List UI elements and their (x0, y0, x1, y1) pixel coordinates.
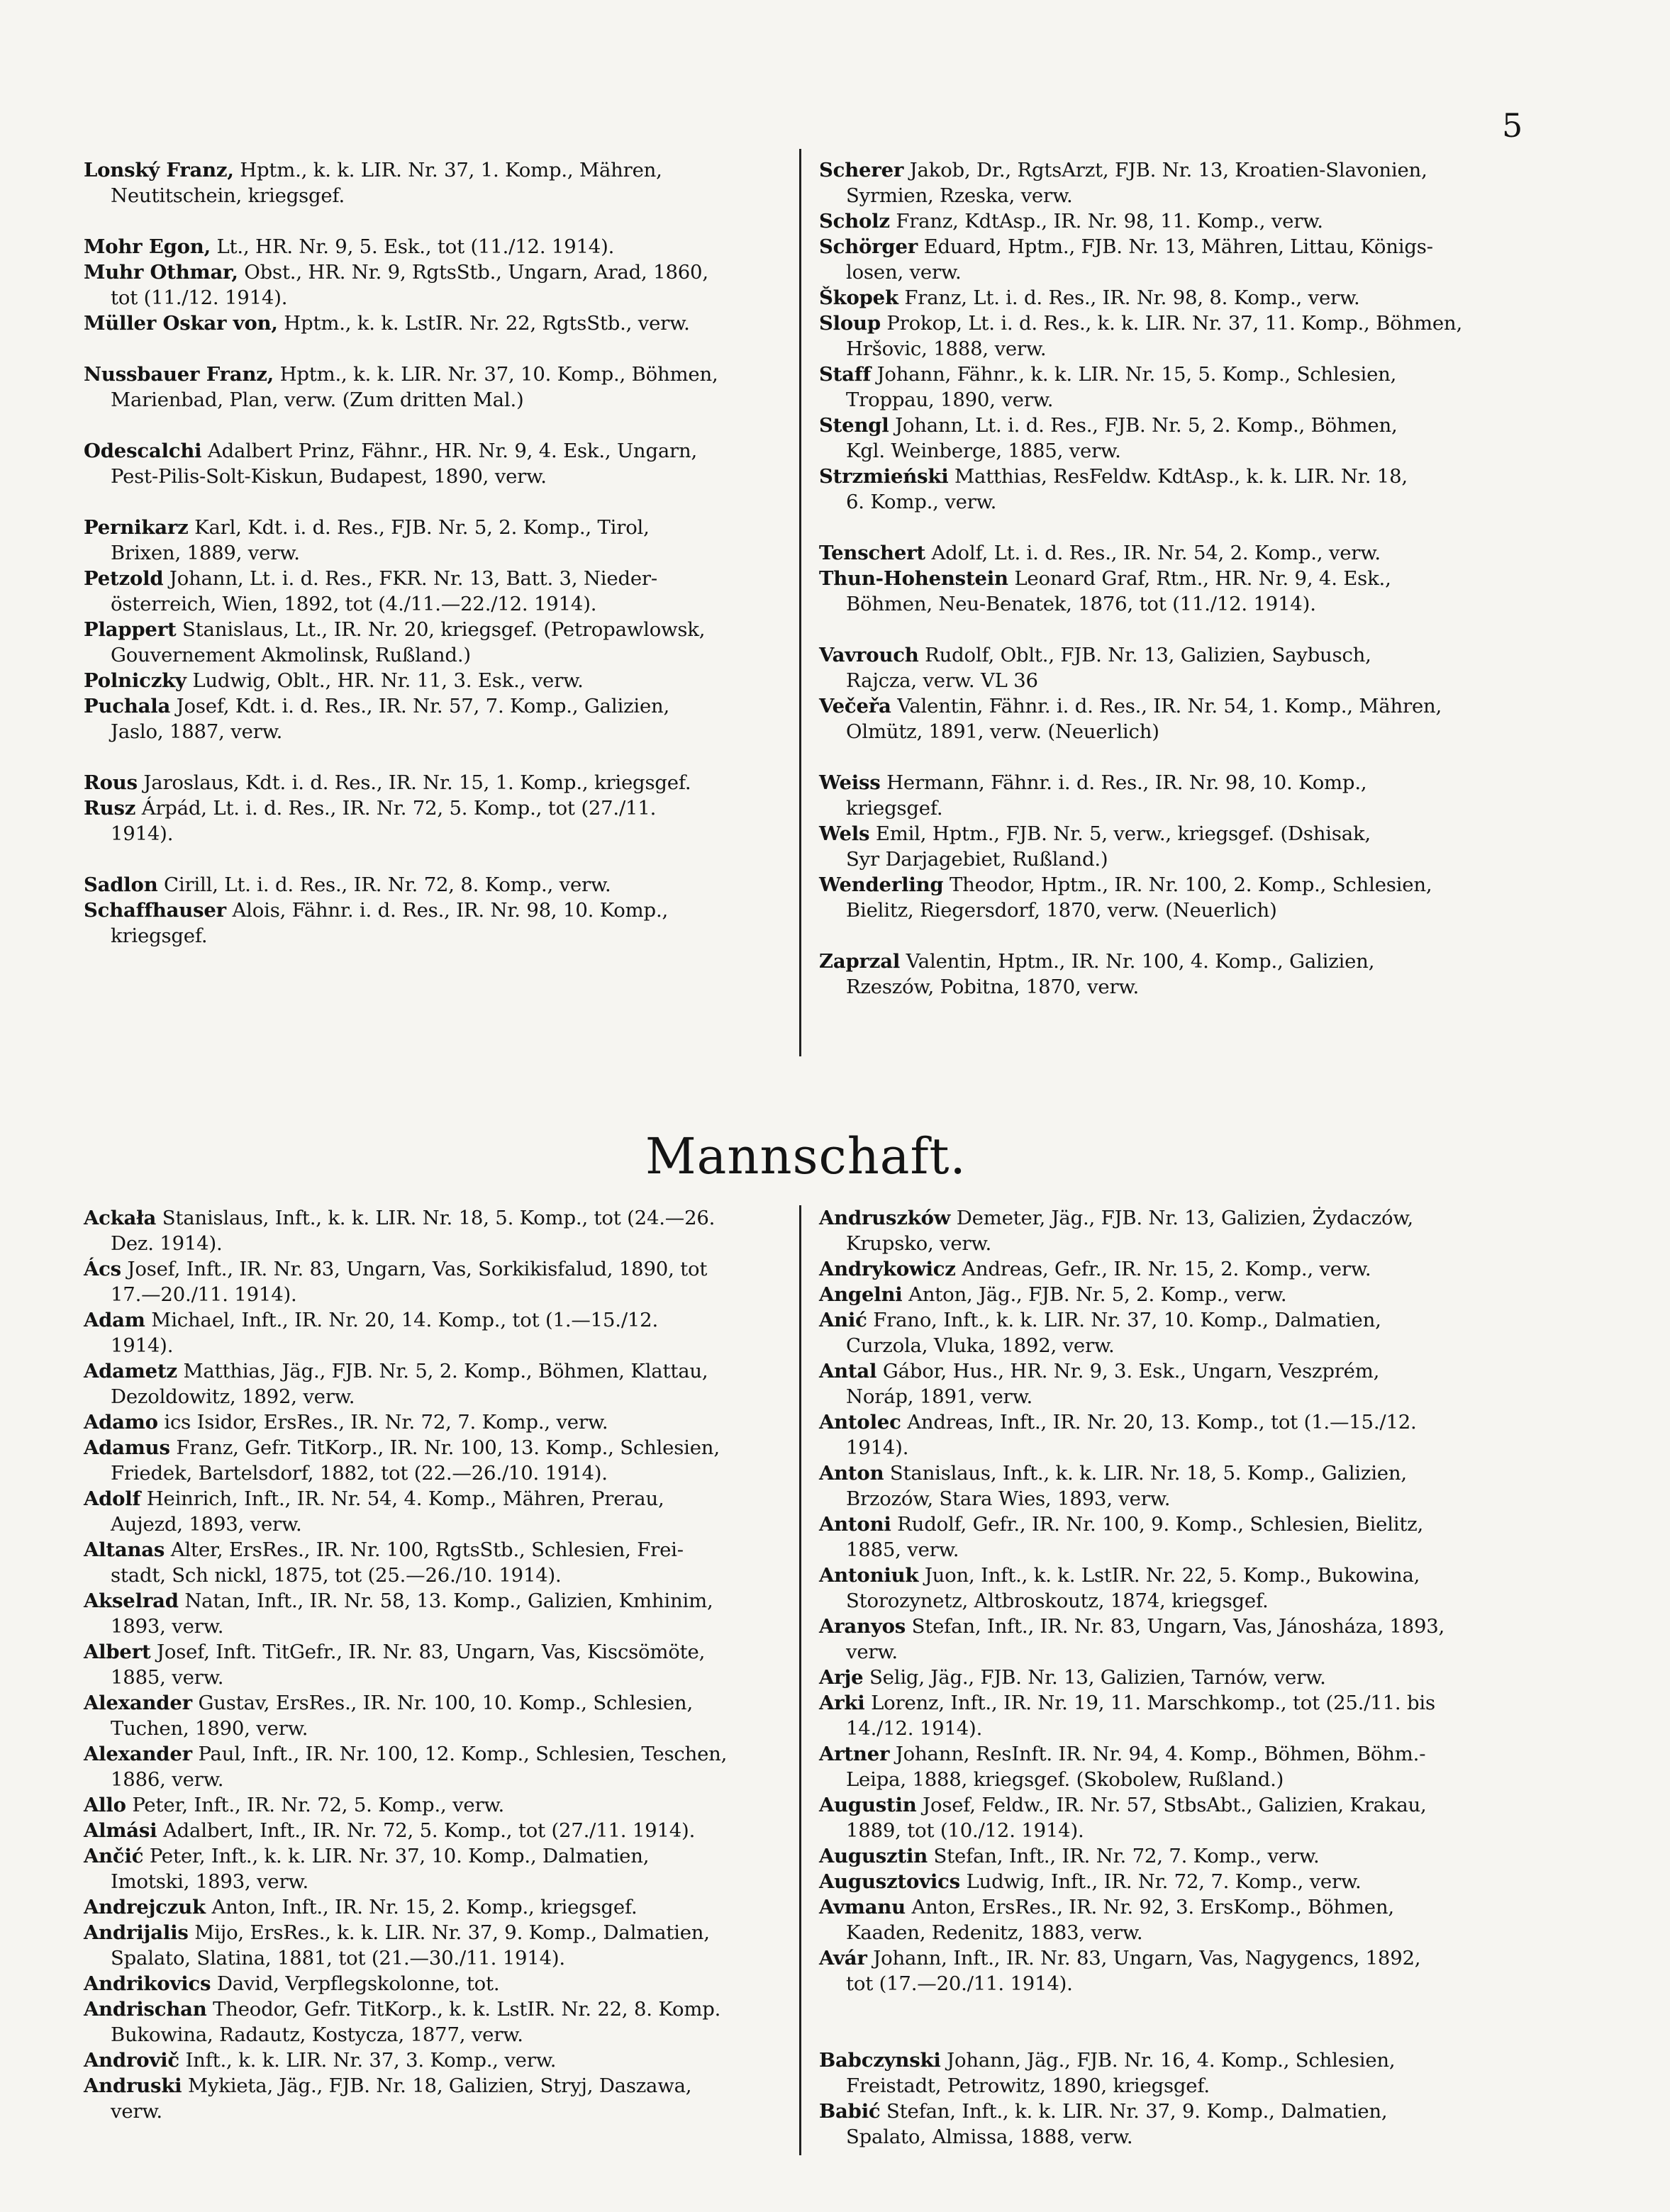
entry-surname: Augustin (819, 1794, 917, 1816)
entry-details: Hptm., k. k. LIR. Nr. 37, 1. Komp., Mähren, (240, 159, 662, 181)
list-entry (819, 2099, 1528, 2150)
entry-continuation: Kgl. Weinberge, 1885, verw. (846, 440, 1121, 462)
entry-continuation: Dez. 1914). (111, 1232, 223, 1255)
entry-details: Jaroslaus, Kdt. i. d. Res., IR. Nr. 15, 1. Komp., kriegsgef. (143, 771, 691, 794)
entry-details: Michael, Inft., IR. Nr. 20, 14. Komp., tot (1.—15./12. (151, 1309, 659, 1331)
entry-details: Rudolf, Oblt., FJB. Nr. 13, Galizien, Saybusch, (925, 644, 1371, 666)
entry-details: Juon, Inft., k. k. LstIR. Nr. 22, 5. Komp., Bukowina, (924, 1564, 1420, 1587)
entry-details: Matthias, ResFeldw. KdtAsp., k. k. LIR. Nr. 18, (954, 465, 1408, 488)
list-entry (819, 642, 1528, 693)
list-entry (819, 1894, 1528, 1945)
entry-surname: Augusztin (819, 1845, 928, 1867)
entry-continuation: 14./12. 1914). (846, 1717, 983, 1740)
entry-surname: Polniczky (84, 669, 187, 692)
entry-continuation: tot (11./12. 1914). (111, 286, 288, 309)
entry-details: Hptm., k. k. LstIR. Nr. 22, RgtsStb., verw. (284, 312, 690, 335)
entry-surname: Sloup (819, 312, 881, 335)
list-entry (819, 540, 1528, 566)
list-entry (84, 1537, 793, 1588)
entry-spacer (84, 847, 793, 872)
entry-surname: Androvič (84, 2049, 179, 2072)
entry-surname: Avár (819, 1947, 867, 1970)
entry-surname: Ács (84, 1258, 121, 1280)
list-entry (819, 234, 1528, 285)
entry-surname: Andrikovics (84, 1972, 211, 1995)
entry-continuation: 1886, verw. (111, 1768, 224, 1791)
entry-surname: Rusz (84, 797, 136, 820)
entry-details: Peter, Inft., k. k. LIR. Nr. 37, 10. Komp., Dalmatien, (149, 1845, 650, 1867)
entry-details: Valentin, Hptm., IR. Nr. 100, 4. Komp., Galizien, (906, 950, 1375, 973)
list-entry (819, 1409, 1528, 1460)
entry-surname: Andrischan (84, 1998, 207, 2021)
entry-surname: Arki (819, 1692, 865, 1714)
entry-continuation: 1889, tot (10./12. 1914). (846, 1819, 1084, 1842)
list-entry (819, 1512, 1528, 1563)
entry-surname: Akselrad (84, 1590, 179, 1612)
entry-surname: Zaprzal (819, 950, 901, 973)
list-entry (819, 311, 1528, 362)
list-entry (84, 515, 793, 566)
entry-spacer (84, 336, 793, 362)
entry-continuation: losen, verw. (846, 261, 962, 284)
entry-details: Lt., HR. Nr. 9, 5. Esk., tot (11./12. 1914). (216, 235, 615, 258)
entry-details: Gustav, ErsRes., IR. Nr. 100, 10. Komp., Schlesien, (198, 1692, 693, 1714)
list-entry (819, 949, 1528, 1000)
entry-continuation: Freistadt, Petrowitz, 1890, kriegsgef. (846, 2074, 1210, 2097)
entry-continuation: Dezoldowitz, 1892, verw. (111, 1385, 355, 1408)
entry-surname: Ackała (84, 1207, 157, 1229)
entry-surname: Petzold (84, 567, 164, 590)
entry-continuation: 1914). (846, 1436, 909, 1459)
entry-surname: Babczynski (819, 2049, 941, 2072)
entry-surname: Tenschert (819, 542, 925, 564)
entry-details: Mykieta, Jäg., FJB. Nr. 18, Galizien, Stryj, Daszawa, (187, 2074, 692, 2097)
list-entry (819, 1945, 1528, 1996)
list-entry (819, 770, 1528, 821)
men-left-column (84, 1205, 793, 2124)
entry-continuation: Pest-Pilis-Solt-Kiskun, Budapest, 1890, verw. (111, 465, 547, 488)
entry-details: Anton, ErsRes., IR. Nr. 92, 3. ErsKomp., Böhmen, (911, 1896, 1394, 1918)
entry-surname: Antoni (819, 1513, 891, 1536)
list-entry (819, 1614, 1528, 1665)
entry-continuation: tot (17.—20./11. 1914). (846, 1972, 1073, 1995)
entry-surname: Staff (819, 363, 872, 386)
entry-continuation: Imotski, 1893, verw. (111, 1870, 309, 1893)
list-entry (84, 1409, 793, 1435)
entry-continuation: Bukowina, Radautz, Kostycza, 1877, verw. (111, 2023, 523, 2046)
entry-continuation: Spalato, Slatina, 1881, tot (21.—30./11. 1914). (111, 1947, 565, 1970)
column-divider-top (799, 149, 801, 1056)
entry-surname: Scholz (819, 210, 890, 233)
entry-details: Gábor, Hus., HR. Nr. 9, 3. Esk., Ungarn, Veszprém, (882, 1360, 1380, 1382)
entry-details: Natan, Inft., IR. Nr. 58, 13. Komp., Galizien, Kmhinim, (184, 1590, 713, 1612)
entry-surname: Mohr Egon, (84, 235, 211, 258)
entry-surname: Alexander (84, 1692, 192, 1714)
list-entry (84, 1435, 793, 1486)
list-entry (819, 821, 1528, 872)
entry-details: Matthias, Jäg., FJB. Nr. 5, 2. Komp., Böhmen, Klattau, (183, 1360, 708, 1382)
entry-details: Johann, Lt. i. d. Res., FJB. Nr. 5, 2. Komp., Böhmen, (895, 414, 1398, 437)
entry-details: Franz, Lt. i. d. Res., IR. Nr. 98, 8. Komp., verw. (904, 286, 1360, 309)
entry-details: Stanislaus, Lt., IR. Nr. 20, kriegsgef. (Petropawlowsk, (182, 618, 706, 641)
entry-continuation: Jaslo, 1887, verw. (111, 720, 283, 743)
entry-surname: Lonský Franz, (84, 159, 234, 181)
entry-details: Stefan, Inft., IR. Nr. 83, Ungarn, Vas, Jánosháza, 1893, (911, 1615, 1445, 1638)
list-entry (819, 872, 1528, 923)
list-entry (84, 898, 793, 949)
entry-details: Jakob, Dr., RgtsArzt, FJB. Nr. 13, Kroatien-Slavonien, (909, 159, 1427, 181)
entry-surname: Andrijalis (84, 1921, 189, 1944)
entry-continuation: Neutitschein, kriegsgef. (111, 184, 345, 207)
list-entry (84, 668, 793, 693)
entry-continuation: Kaaden, Redenitz, 1883, verw. (846, 1921, 1143, 1944)
entry-surname: Antolec (819, 1411, 901, 1434)
entry-details: Johann, Fähnr., k. k. LIR. Nr. 15, 5. Komp., Schlesien, (876, 363, 1397, 386)
entry-surname: Wenderling (819, 873, 944, 896)
list-entry (84, 1307, 793, 1358)
entry-surname: Babić (819, 2100, 881, 2123)
entry-surname: Antal (819, 1360, 877, 1382)
list-entry (84, 438, 793, 489)
entry-details: Valentin, Fähnr. i. d. Res., IR. Nr. 54, 1. Komp., Mähren, (897, 695, 1442, 717)
entry-details: Inft., k. k. LIR. Nr. 37, 3. Komp., verw. (185, 2049, 557, 2072)
entry-details: Selig, Jäg., FJB. Nr. 13, Galizien, Tarnów, verw. (869, 1666, 1326, 1689)
entry-details: Hermann, Fähnr. i. d. Res., IR. Nr. 98, 10. Komp., (886, 771, 1367, 794)
entry-surname: Arje (819, 1666, 864, 1689)
entry-surname: Avmanu (819, 1896, 906, 1918)
entry-continuation: österreich, Wien, 1892, tot (4./11.—22./12. 1914). (111, 593, 597, 615)
entry-surname: Vavrouch (819, 644, 919, 666)
entry-details: Eduard, Hptm., FJB. Nr. 13, Mähren, Littau, Königs- (923, 235, 1433, 258)
entry-spacer (84, 489, 793, 515)
list-entry (84, 1358, 793, 1409)
list-entry (84, 1996, 793, 2048)
entry-surname: Artner (819, 1743, 890, 1765)
list-entry (819, 1741, 1528, 1792)
entry-details: Demeter, Jäg., FJB. Nr. 13, Galizien, Żydaczów, (956, 1207, 1413, 1229)
entry-continuation: 1885, verw. (846, 1538, 959, 1561)
entry-surname: Schörger (819, 235, 918, 258)
entry-details: Prokop, Lt. i. d. Res., k. k. LIR. Nr. 37, 11. Komp., Böhmen, (886, 312, 1462, 335)
list-entry (819, 693, 1528, 744)
list-entry (84, 770, 793, 795)
list-entry (819, 1460, 1528, 1512)
entry-details: Leonard Graf, Rtm., HR. Nr. 9, 4. Esk., (1014, 567, 1391, 590)
list-entry (84, 2048, 793, 2073)
list-entry (84, 1486, 793, 1537)
entry-details: Anton, Jäg., FJB. Nr. 5, 2. Komp., verw. (908, 1283, 1287, 1306)
entry-surname: Adamus (84, 1436, 170, 1459)
entry-details: Josef, Kdt. i. d. Res., IR. Nr. 57, 7. Komp., Galizien, (176, 695, 670, 717)
entry-details: Johann, Jäg., FJB. Nr. 16, 4. Komp., Schlesien, (947, 2049, 1396, 2072)
entry-details: Franz, Gefr. TitKorp., IR. Nr. 100, 13. Komp., Schlesien, (176, 1436, 720, 1459)
entry-surname: Angelni (819, 1283, 903, 1306)
entry-details: Adolf, Lt. i. d. Res., IR. Nr. 54, 2. Komp., verw. (931, 542, 1381, 564)
list-entry (84, 1639, 793, 1690)
entry-spacer (819, 1996, 1528, 2048)
list-entry (819, 1282, 1528, 1307)
entry-continuation: 1914). (111, 1334, 174, 1357)
entry-details: ics Isidor, ErsRes., IR. Nr. 72, 7. Komp., verw. (164, 1411, 608, 1434)
entry-surname: Adam (84, 1309, 145, 1331)
entry-continuation: verw. (111, 2100, 162, 2123)
entry-continuation: 1893, verw. (111, 1615, 224, 1638)
entry-continuation: Syrmien, Rzeska, verw. (846, 184, 1073, 207)
entry-details: Johann, Lt. i. d. Res., FKR. Nr. 13, Batt. 3, Nieder- (169, 567, 657, 590)
entry-details: Josef, Inft. TitGefr., IR. Nr. 83, Ungarn, Vas, Kiscsömöte, (157, 1641, 706, 1663)
entry-continuation: Leipa, 1888, kriegsgef. (Skobolew, Rußland.) (846, 1768, 1284, 1791)
entry-continuation: Brzozów, Stara Wies, 1893, verw. (846, 1487, 1171, 1510)
entry-surname: Adolf (84, 1487, 141, 1510)
entry-surname: Aranyos (819, 1615, 906, 1638)
entry-surname: Altanas (84, 1538, 165, 1561)
entry-details: Johann, ResInft. IR. Nr. 94, 4. Komp., Böhmen, Böhm.- (895, 1743, 1426, 1765)
entry-details: Heinrich, Inft., IR. Nr. 54, 4. Komp., Mähren, Prerau, (146, 1487, 664, 1510)
entry-details: Stanislaus, Inft., k. k. LIR. Nr. 18, 5. Komp., tot (24.—26. (162, 1207, 716, 1229)
list-entry (819, 1792, 1528, 1843)
entry-surname: Thun-Hohenstein (819, 567, 1008, 590)
entry-details: Ludwig, Inft., IR. Nr. 72, 7. Komp., verw. (966, 1870, 1362, 1893)
entry-continuation: Marienbad, Plan, verw. (Zum dritten Mal.) (111, 389, 524, 411)
entry-continuation: Storozynetz, Altbroskoutz, 1874, kriegsgef. (846, 1590, 1269, 1612)
list-entry (84, 311, 793, 336)
entry-details: Paul, Inft., IR. Nr. 100, 12. Komp., Schlesien, Teschen, (198, 1743, 728, 1765)
entry-surname: Müller Oskar von, (84, 312, 278, 335)
list-entry (819, 1563, 1528, 1614)
list-entry (819, 1665, 1528, 1690)
list-entry (84, 1971, 793, 1996)
entry-details: Frano, Inft., k. k. LIR. Nr. 37, 10. Komp., Dalmatien, (873, 1309, 1381, 1331)
entry-details: Theodor, Gefr. TitKorp., k. k. LstIR. Nr. 22, 8. Komp. (213, 1998, 721, 2021)
entry-continuation: 1914). (111, 822, 174, 845)
entry-continuation: stadt, Sch nickl, 1875, tot (25.—26./10. 1914). (111, 1564, 562, 1587)
column-divider-bottom (799, 1205, 801, 2155)
list-entry (819, 1205, 1528, 1256)
section-title-mannschaft: Mannschaft. (645, 1127, 967, 1185)
entry-surname: Almási (84, 1819, 157, 1842)
list-entry (84, 1741, 793, 1792)
entry-details: Karl, Kdt. i. d. Res., FJB. Nr. 5, 2. Komp., Tirol, (194, 516, 650, 539)
list-entry (84, 2073, 793, 2124)
list-entry (84, 617, 793, 668)
entry-surname: Plappert (84, 618, 177, 641)
entry-surname: Muhr Othmar, (84, 261, 238, 284)
entry-details: Andreas, Inft., IR. Nr. 20, 13. Komp., tot (1.—15./12. (907, 1411, 1417, 1434)
entry-surname: Rous (84, 771, 138, 794)
officers-left-column (84, 157, 793, 949)
entry-details: Stanislaus, Inft., k. k. LIR. Nr. 18, 5. Komp., Galizien, (889, 1462, 1407, 1485)
list-entry (819, 157, 1528, 208)
entry-continuation: Spalato, Almissa, 1888, verw. (846, 2126, 1133, 2148)
list-entry (819, 1690, 1528, 1741)
entry-surname: Odescalchi (84, 440, 202, 462)
entry-continuation: 6. Komp., verw. (846, 491, 997, 513)
entry-details: Josef, Feldw., IR. Nr. 57, StbsAbt., Galizien, Krakau, (923, 1794, 1427, 1816)
entry-details: Adalbert Prinz, Fähnr., HR. Nr. 9, 4. Esk., Ungarn, (207, 440, 698, 462)
list-entry (84, 1818, 793, 1843)
list-entry (84, 1256, 793, 1307)
entry-surname: Andrykowicz (819, 1258, 956, 1280)
entry-surname: Anton (819, 1462, 884, 1485)
entry-details: Hptm., k. k. LIR. Nr. 37, 10. Komp., Böhmen, (279, 363, 718, 386)
entry-continuation: Brixen, 1889, verw. (111, 542, 300, 564)
list-entry (819, 413, 1528, 464)
entry-details: Josef, Inft., IR. Nr. 83, Ungarn, Vas, Sorkikisfalud, 1890, tot (127, 1258, 708, 1280)
list-entry (84, 1690, 793, 1741)
entry-details: Theodor, Hptm., IR. Nr. 100, 2. Komp., Schlesien, (950, 873, 1432, 896)
entry-details: Cirill, Lt. i. d. Res., IR. Nr. 72, 8. Komp., verw. (164, 873, 611, 896)
entry-spacer (819, 617, 1528, 642)
list-entry (819, 464, 1528, 515)
entry-details: Rudolf, Gefr., IR. Nr. 100, 9. Komp., Schlesien, Bielitz, (897, 1513, 1424, 1536)
entry-surname: Antoniuk (819, 1564, 919, 1587)
men-right-column (819, 1205, 1528, 2150)
entry-surname: Alexander (84, 1743, 192, 1765)
entry-details: Stefan, Inft., k. k. LIR. Nr. 37, 9. Komp., Dalmatien, (886, 2100, 1388, 2123)
entry-continuation: 17.—20./11. 1914). (111, 1283, 297, 1306)
entry-spacer (819, 515, 1528, 540)
entry-continuation: verw. (846, 1641, 898, 1663)
entry-details: Adalbert, Inft., IR. Nr. 72, 5. Komp., tot (27./11. 1914). (162, 1819, 696, 1842)
list-entry (819, 285, 1528, 311)
list-entry (84, 1205, 793, 1256)
entry-continuation: Gouvernement Akmolinsk, Rußland.) (111, 644, 471, 666)
list-entry (84, 157, 793, 208)
entry-details: Andreas, Gefr., IR. Nr. 15, 2. Komp., verw. (962, 1258, 1371, 1280)
entry-spacer (84, 413, 793, 438)
list-entry (819, 1256, 1528, 1282)
entry-details: Mijo, ErsRes., k. k. LIR. Nr. 37, 9. Komp., Dalmatien, (194, 1921, 710, 1944)
entry-continuation: Curzola, Vluka, 1892, verw. (846, 1334, 1115, 1357)
list-entry (819, 362, 1528, 413)
list-entry (819, 1358, 1528, 1409)
entry-continuation: kriegsgef. (846, 797, 943, 820)
list-entry (819, 1307, 1528, 1358)
entry-continuation: Olmütz, 1891, verw. (Neuerlich) (846, 720, 1159, 743)
list-entry (84, 566, 793, 617)
entry-surname: Andruszków (819, 1207, 951, 1229)
entry-details: Lorenz, Inft., IR. Nr. 19, 11. Marschkomp., tot (25./11. bis (871, 1692, 1435, 1714)
entry-spacer (84, 744, 793, 770)
entry-surname: Puchala (84, 695, 171, 717)
entry-spacer (84, 208, 793, 234)
entry-surname: Wels (819, 822, 870, 845)
list-entry (84, 234, 793, 259)
entry-details: Johann, Inft., IR. Nr. 83, Ungarn, Vas, Nagygencs, 1892, (873, 1947, 1421, 1970)
entry-details: Ludwig, Oblt., HR. Nr. 11, 3. Esk., verw. (192, 669, 584, 692)
entry-continuation: Noráp, 1891, verw. (846, 1385, 1033, 1408)
entry-surname: Sadlon (84, 873, 158, 896)
entry-surname: Weiss (819, 771, 881, 794)
entry-surname: Škopek (819, 286, 898, 309)
entry-continuation: Hršovic, 1888, verw. (846, 337, 1047, 360)
entry-surname: Albert (84, 1641, 151, 1663)
entry-details: Stefan, Inft., IR. Nr. 72, 7. Komp., verw. (933, 1845, 1320, 1867)
entry-surname: Večeřa (819, 695, 891, 717)
entry-spacer (819, 923, 1528, 949)
entry-details: Obst., HR. Nr. 9, RgtsStb., Ungarn, Arad, 1860, (244, 261, 708, 284)
list-entry (84, 1894, 793, 1920)
entry-surname: Anić (819, 1309, 867, 1331)
entry-details: Emil, Hptm., FJB. Nr. 5, verw., kriegsgef. (Dshisak, (875, 822, 1371, 845)
entry-surname: Scherer (819, 159, 904, 181)
entry-continuation: Tuchen, 1890, verw. (111, 1717, 308, 1740)
entry-details: Peter, Inft., IR. Nr. 72, 5. Komp., verw. (132, 1794, 505, 1816)
list-entry (84, 693, 793, 744)
entry-details: Franz, KdtAsp., IR. Nr. 98, 11. Komp., verw. (896, 210, 1323, 233)
entry-surname: Augusztovics (819, 1870, 960, 1893)
entry-surname: Allo (84, 1794, 126, 1816)
list-entry (84, 795, 793, 847)
list-entry (819, 208, 1528, 234)
entry-details: Alter, ErsRes., IR. Nr. 100, RgtsStb., Schlesien, Frei- (170, 1538, 684, 1561)
entry-spacer (819, 744, 1528, 770)
entry-details: Anton, Inft., IR. Nr. 15, 2. Komp., kriegsgef. (211, 1896, 638, 1918)
entry-continuation: kriegsgef. (111, 925, 208, 947)
list-entry (84, 872, 793, 898)
entry-surname: Adametz (84, 1360, 177, 1382)
list-entry (84, 1920, 793, 1971)
entry-surname: Pernikarz (84, 516, 189, 539)
entry-continuation: Rajcza, verw. VL 36 (846, 669, 1038, 692)
list-entry (819, 1843, 1528, 1869)
entry-continuation: Krupsko, verw. (846, 1232, 991, 1255)
list-entry (819, 1869, 1528, 1894)
entry-continuation: Friedek, Bartelsdorf, 1882, tot (22.—26./10. 1914). (111, 1462, 608, 1485)
list-entry (84, 1792, 793, 1818)
entry-surname: Strzmieński (819, 465, 949, 488)
page-number: 5 (1502, 106, 1523, 145)
list-entry (819, 566, 1528, 617)
entry-surname: Ančić (84, 1845, 144, 1867)
entry-details: David, Verpflegskolonne, tot. (216, 1972, 500, 1995)
entry-continuation: 1885, verw. (111, 1666, 224, 1689)
entry-surname: Andruski (84, 2074, 182, 2097)
entry-continuation: Böhmen, Neu-Benatek, 1876, tot (11./12. 1914). (846, 593, 1316, 615)
entry-surname: Schaffhauser (84, 899, 226, 922)
entry-surname: Nussbauer Franz, (84, 363, 274, 386)
entry-details: Alois, Fähnr. i. d. Res., IR. Nr. 98, 10. Komp., (232, 899, 669, 922)
entry-continuation: Syr Darjagebiet, Rußland.) (846, 848, 1108, 871)
entry-surname: Adamo (84, 1411, 158, 1434)
entry-details: Árpád, Lt. i. d. Res., IR. Nr. 72, 5. Komp., tot (27./11. (141, 797, 657, 820)
list-entry (84, 1588, 793, 1639)
entry-surname: Andrejczuk (84, 1896, 206, 1918)
list-entry (84, 259, 793, 311)
entry-continuation: Bielitz, Riegersdorf, 1870, verw. (Neuerlich) (846, 899, 1277, 922)
list-entry (84, 362, 793, 413)
list-entry (819, 2048, 1528, 2099)
list-entry (84, 1843, 793, 1894)
entry-surname: Stengl (819, 414, 889, 437)
entry-continuation: Aujezd, 1893, verw. (111, 1513, 302, 1536)
officers-right-column (819, 157, 1528, 1000)
entry-continuation: Rzeszów, Pobitna, 1870, verw. (846, 976, 1140, 998)
entry-continuation: Troppau, 1890, verw. (846, 389, 1054, 411)
